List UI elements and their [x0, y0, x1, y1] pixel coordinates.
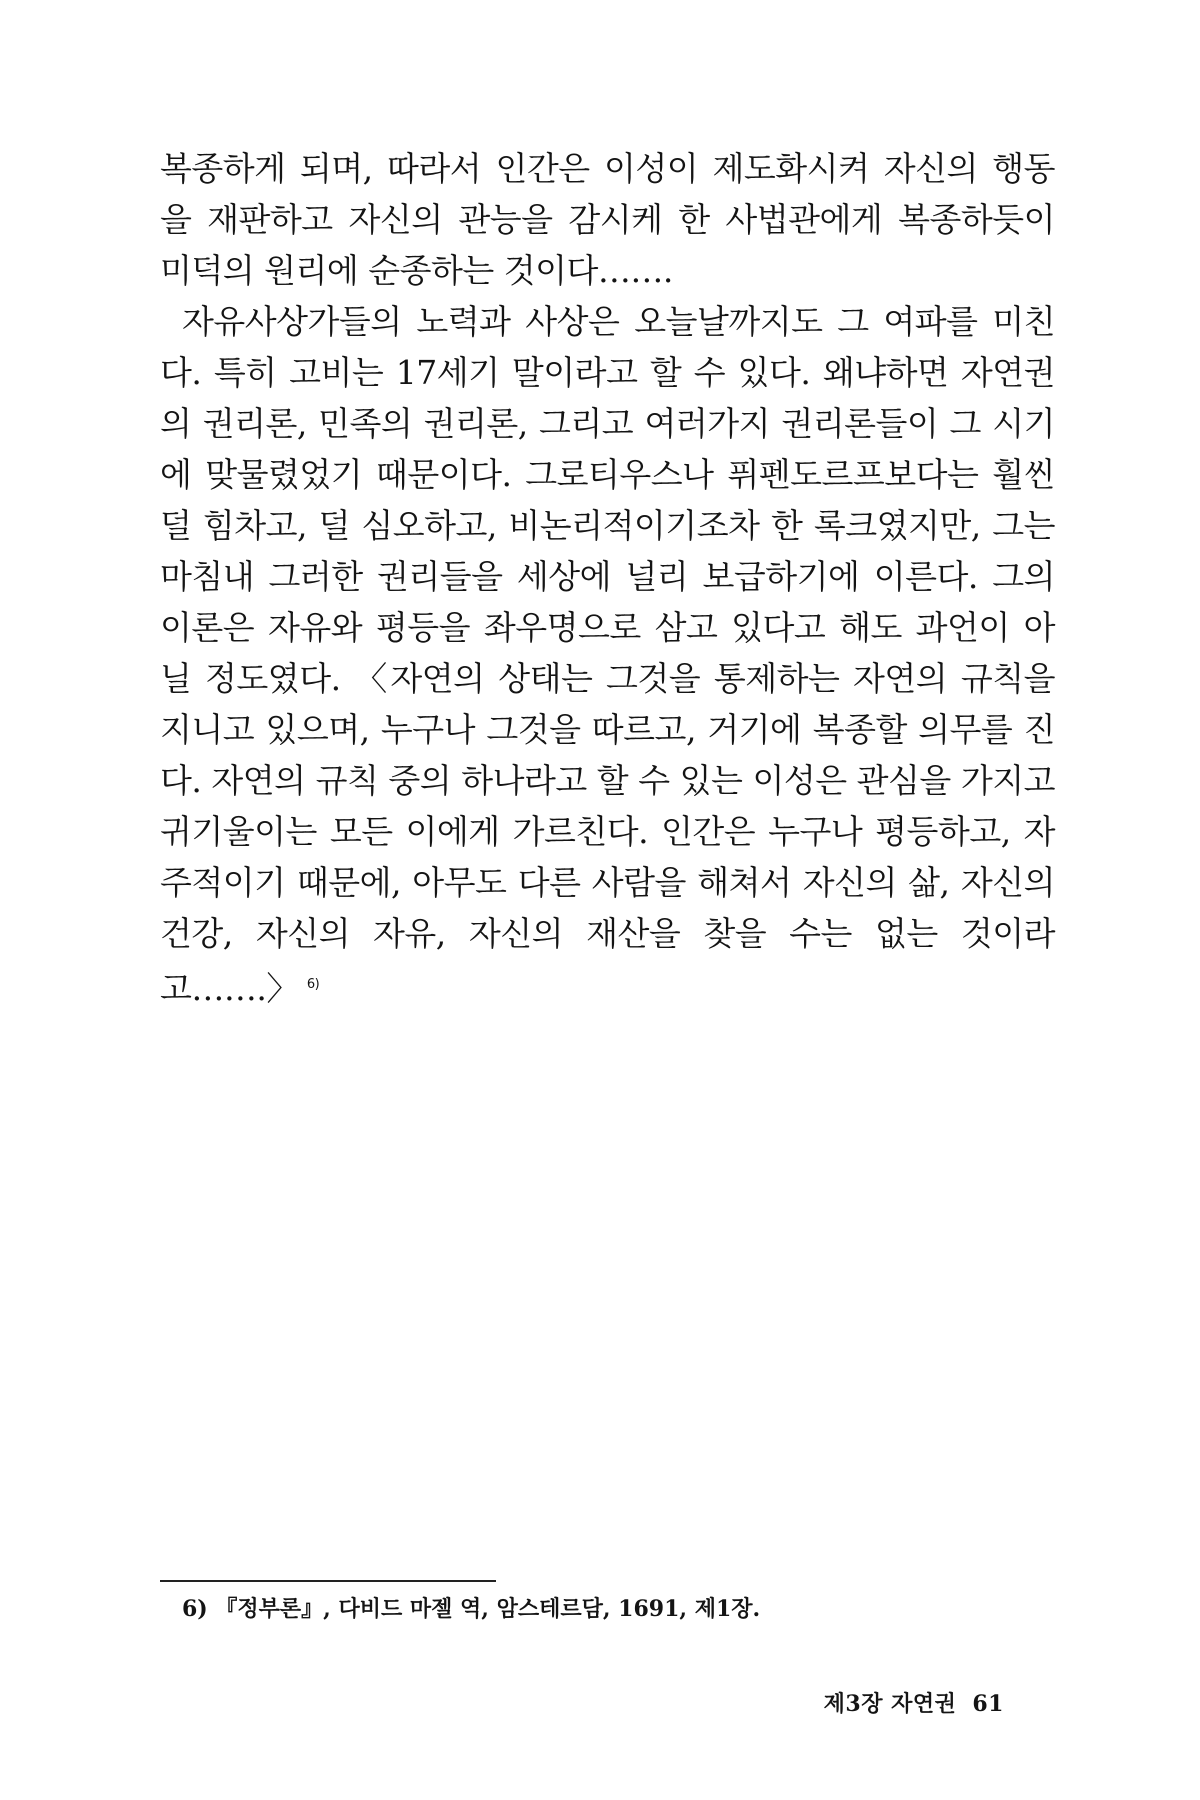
paragraph-continued: 복종하게 되며, 따라서 인간은 이성이 제도화시켜 자신의 행동을 재판하고 자신의 관능을 감시케 한 사법관에게 복종하듯이 미덕의 원리에 순종하는 것이다…….: [160, 149, 1055, 290]
footnote-divider: [160, 1580, 496, 1582]
paragraph-natural-rights: [160, 296, 1055, 1014]
page-number: 61: [972, 1691, 1004, 1717]
chapter-title: 제3장 자연권: [823, 1691, 957, 1717]
footnote: 6) 『정부론』, 다비드 마젤 역, 암스테르담, 1691, 제1장.: [182, 1596, 761, 1622]
main-text: [160, 143, 1055, 1014]
footnote-reference[interactable]: 6): [306, 977, 320, 992]
paragraph-text: 자유사상가들의 노력과 사상은 오늘날까지도 그 여파를 미친다. 특히 고비는 17세기 말이라고 할 수 있다. 왜냐하면 자연권의 권리론, 민족의 권리론, 그리고 여러가지 권리론들이 그 시기에 맞물렸었기 때문이다. 그로티우스나 퓌펜도르프보다는 훨씬 덜 힘차고, 덜 심오하고, 비논리적이기조차 한 록크였지만, 그는 마침내 그러한 권리들을 세상에 널리 보급하기에 이른다. 그의 이론은 자유와 평등을 좌우명으로 삼고 있다고 해도 과언이 아닐 정도였다. 〈자연의 상태는 그것을 통제하는 자연의 규칙을 지니고 있으며, 누구나 그것을 따르고, 거기에 복종할 의무를 진다. 자연의 규칙 중의 하나라고 할 수 있는 이성은 관심을 가지고 귀기울이는 모든 이에게 가르친다. 인간은 누구나 평등하고, 자주적이기 때문에, 아무도 다른 사람을 해쳐서 자신의 삶, 자신의 건강, 자신의 자유, 자신의 재산을 찾을 수는 없는 것이라고…….〉: [160, 302, 1055, 1008]
running-footer: [824, 1687, 1004, 1718]
